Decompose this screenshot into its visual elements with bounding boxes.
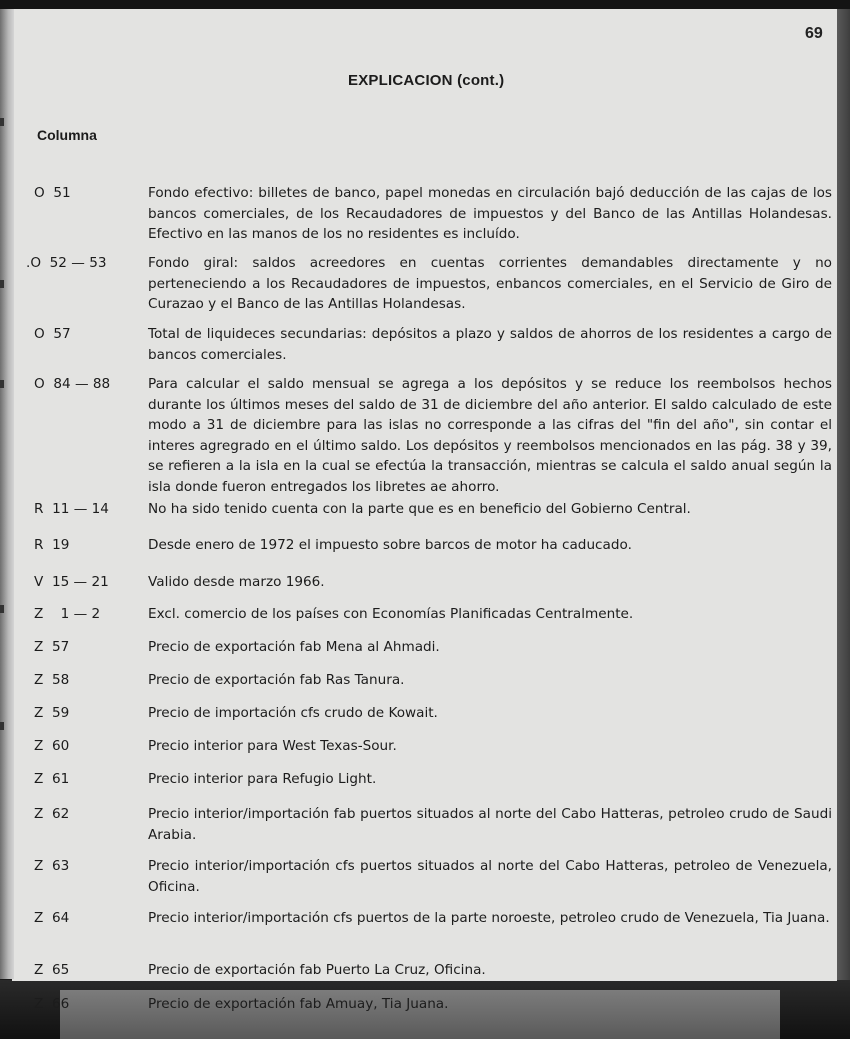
entry-code: Z 64 xyxy=(34,910,70,926)
margin-mark xyxy=(0,605,4,613)
margin-mark xyxy=(0,380,4,388)
document-page xyxy=(12,9,837,1012)
entry-code: O 57 xyxy=(34,326,71,342)
entry-text: Precio de exportación fab Amuay, Tia Juana. xyxy=(148,996,449,1012)
entry-code: Z 57 xyxy=(34,639,70,655)
entry-code: Z 63 xyxy=(34,858,70,874)
entry-text: Valido desde marzo 1966. xyxy=(148,574,325,590)
entry-text: Precio de importación cfs crudo de Kowait. xyxy=(148,705,438,721)
entry-code: Z 60 xyxy=(34,738,70,754)
entry-text: No ha sido tenido cuenta con la parte que es en beneficio del Gobierno Central. xyxy=(148,501,691,517)
entry-text: Fondo efectivo: billetes de banco, papel monedas en circulación bajó deducción de las cajas de los bancos comerciales, de los Recaudadores de impuestos y del Banco de las Antillas Holandesas. Efectivo en las manos de los no residentes es incluído. xyxy=(148,185,832,242)
entry-code: R 11 — 14 xyxy=(34,501,109,517)
page-title: EXPLICACION (cont.) xyxy=(348,72,505,89)
page-binding-edge xyxy=(0,9,14,979)
entry-code: Z 61 xyxy=(34,771,70,787)
entry-code: R 19 xyxy=(34,537,70,553)
scan-top-edge xyxy=(0,0,850,9)
entry-text: Precio interior para West Texas-Sour. xyxy=(148,738,397,754)
entry-code: O 84 — 88 xyxy=(34,376,111,392)
entry-text: Precio de exportación fab Ras Tanura. xyxy=(148,672,405,688)
margin-mark xyxy=(0,722,4,730)
entry-text: Precio de exportación fab Mena al Ahmadi. xyxy=(148,639,440,655)
page-number: 69 xyxy=(805,25,823,42)
entry-code: Z 65 xyxy=(34,962,70,978)
entry-text: Desde enero de 1972 el impuesto sobre barcos de motor ha caducado. xyxy=(148,537,632,553)
entry-code: Z 62 xyxy=(34,806,70,822)
entry-code: Z 58 xyxy=(34,672,70,688)
entry-text: Excl. comercio de los países con Economías Planificadas Centralmente. xyxy=(148,606,634,622)
entry-text: Fondo giral: saldos acreedores en cuentas corrientes demandables directamente y no perteneciendo a los Recaudadores de impuestos, enbancos comerciales, en el Servicio de Giro de Curazao y el Banco de las Antillas Holandesas. xyxy=(148,255,832,312)
entry-text: Precio interior/importación fab puertos situados al norte del Cabo Hatteras, petroleo crudo de Saudi Arabia. xyxy=(148,806,832,843)
entry-code: Z 66 xyxy=(34,996,70,1012)
entry-text: Precio de exportación fab Puerto La Cruz, Oficina. xyxy=(148,962,486,978)
margin-mark xyxy=(0,280,4,288)
column-header: Columna xyxy=(37,127,97,143)
margin-mark xyxy=(0,118,4,126)
entry-text: Precio interior/importación cfs puertos de la parte noroeste, petroleo crudo de Venezuela, Tia Juana. xyxy=(148,910,830,926)
entry-code: O 51 xyxy=(34,185,71,201)
scan-right-shadow xyxy=(837,9,850,1039)
entry-text: Total de liquideces secundarias: depósitos a plazo y saldos de ahorros de los residentes a cargo de bancos comerciales. xyxy=(148,326,832,363)
entry-code: Z 1 — 2 xyxy=(34,606,101,622)
entry-code: .O 52 — 53 xyxy=(26,255,107,271)
entry-code: V 15 — 21 xyxy=(34,574,109,590)
entry-text: Precio interior para Refugio Light. xyxy=(148,771,377,787)
entry-text: Para calcular el saldo mensual se agrega a los depósitos y se reduce los reembolsos hechos durante los últimos meses del saldo de 31 de diciembre del año anterior. El saldo calculado de este modo a 31 de diciembre para las islas no corresponde a las cifras del "fin del año", sin contar el interes agregrado en el último saldo. Los depósitos y reembolsos mencionados en las pág. 38 y 39, se refieren a la isla en la cual se efectúa la transacción, mientras se calcula el saldo anual según la isla donde fueron entregados los libretes ae ahorro. xyxy=(148,376,832,495)
entry-text: Precio interior/importación cfs puertos situados al norte del Cabo Hatteras, petroleo de Venezuela, Oficina. xyxy=(148,858,832,895)
entry-code: Z 59 xyxy=(34,705,70,721)
